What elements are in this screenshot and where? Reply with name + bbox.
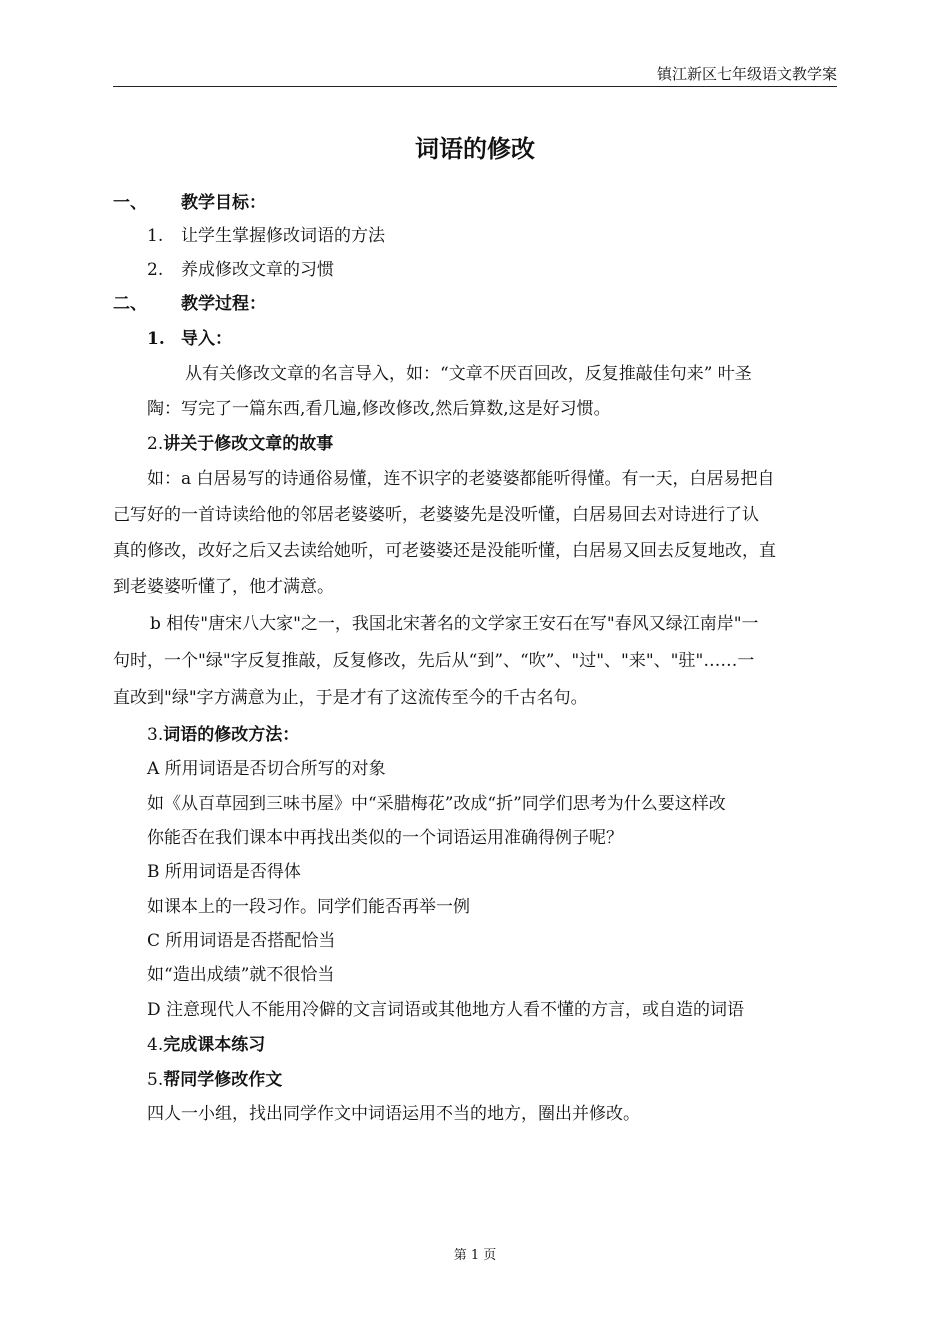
method-a-example-2: 你能否在我们课本中再找出类似的一个词语运用准确得例子呢？	[147, 828, 623, 848]
document-title: 词语的修改	[415, 134, 535, 163]
story-number: 2.	[147, 434, 164, 454]
practice-heading	[147, 1033, 265, 1057]
revise-number: 5.	[147, 1070, 164, 1090]
intro-number: 1.	[147, 329, 165, 349]
section-1-number: 一、	[113, 193, 147, 213]
story-a-line-3: 真的修改，改好之后又去读给她听，可老婆婆还是没能听懂，白居易又回去反复地改，直	[113, 541, 776, 561]
goal-1-text: 让学生掌握修改词语的方法	[181, 226, 385, 246]
intro-line-2: 陶：写完了一篇东西,看几遍,修改修改,然后算数,这是好习惯。	[147, 399, 611, 419]
goal-2-number: 2.	[147, 260, 164, 280]
story-a-line-4: 到老婆婆听懂了，他才满意。	[113, 577, 334, 597]
method-d: D 注意现代人不能用冷僻的文言词语或其他地方人看不懂的方言，或自造的词语	[147, 1000, 745, 1020]
practice-label: 完成课本练习	[163, 1035, 266, 1055]
methods-heading	[147, 723, 299, 747]
intro-line-1: 从有关修改文章的名言导入，如：“文章不厌百回改，反复推敲佳句来” 叶圣	[185, 364, 752, 384]
method-b: B 所用词语是否得体	[147, 862, 301, 882]
page-header: 镇江新区七年级语文教学案	[113, 64, 837, 87]
methods-label: 词语的修改方法：	[163, 725, 300, 745]
page-number: 第 1 页	[453, 1248, 497, 1263]
revise-text: 四人一小组，找出同学作文中词语运用不当的地方，圈出并修改。	[147, 1104, 640, 1124]
method-c: C 所用词语是否搭配恰当	[147, 931, 336, 951]
revise-heading	[147, 1068, 282, 1092]
story-label: 讲关于修改文章的故事	[163, 434, 334, 454]
intro-label: 导入：	[181, 329, 232, 349]
section-1-title: 教学目标：	[181, 193, 266, 213]
story-heading	[147, 432, 333, 456]
method-b-example: 如课本上的一段习作。同学们能否再举一例	[147, 897, 470, 917]
story-b-line-1: b 相传"唐宋八大家"之一，我国北宋著名的文学家王安石在写"春风又绿江南岸"一	[150, 614, 759, 634]
story-b-line-3: 直改到"绿"字方满意为止，于是才有了这流传至今的千古名句。	[113, 688, 588, 708]
goal-2-text: 养成修改文章的习惯	[181, 260, 334, 280]
method-c-example: 如“造出成绩”就不很恰当	[147, 965, 335, 985]
method-a-example-1: 如《从百草园到三味书屋》中“采腊梅花”改成“折”同学们思考为什么要这样改	[147, 794, 726, 814]
method-a: A 所用词语是否切合所写的对象	[147, 759, 386, 779]
story-b-line-2: 句时，一个"绿"字反复推敲，反复修改，先后从“到”、“吹”、"过"、"来"、"驻"……一	[113, 651, 755, 671]
story-a-line-2: 己写好的一首诗读给他的邻居老婆婆听，老婆婆先是没听懂，白居易回去对诗进行了认	[113, 505, 759, 525]
section-2-title: 教学过程：	[181, 294, 266, 314]
story-a-line-1: 如：a 白居易写的诗通俗易懂，连不识字的老婆婆都能听得懂。有一天，白居易把自	[147, 469, 775, 489]
methods-number: 3.	[147, 725, 164, 745]
revise-label: 帮同学修改作文	[163, 1070, 283, 1090]
goal-1-number: 1.	[147, 226, 164, 246]
section-2-number: 二、	[113, 294, 147, 314]
practice-number: 4.	[147, 1035, 164, 1055]
